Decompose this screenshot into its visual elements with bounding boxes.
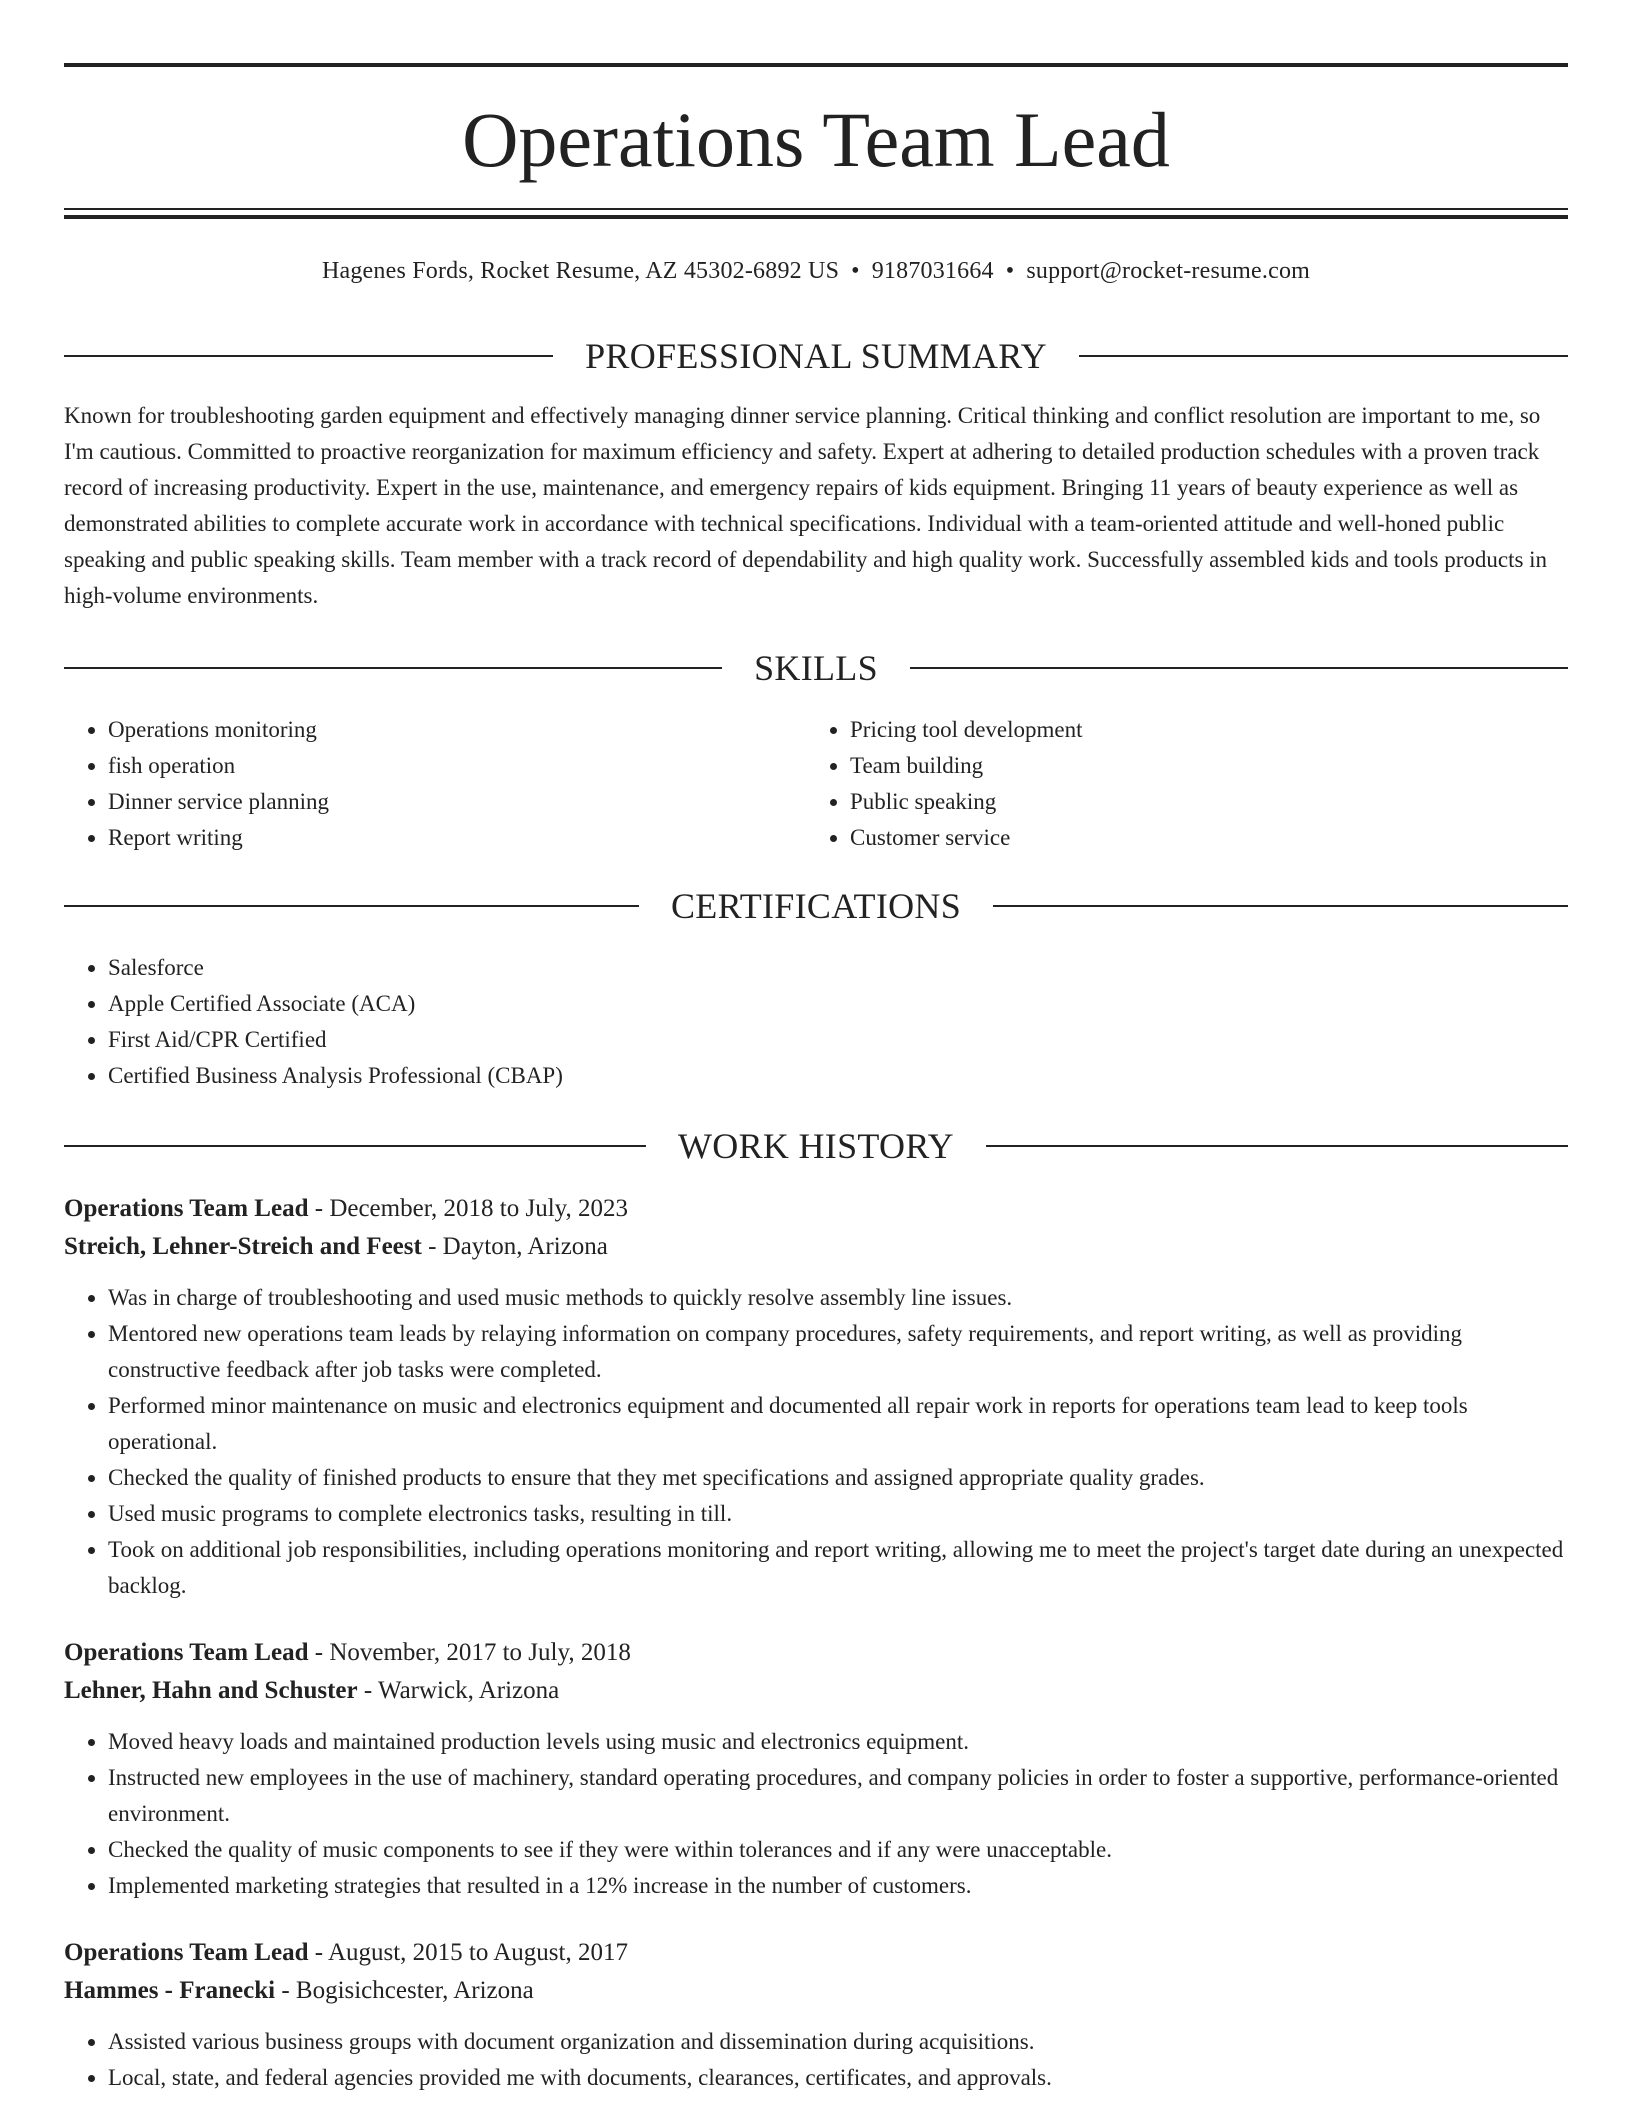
divider bbox=[986, 1145, 1568, 1147]
certification-item: • Certified Business Analysis Professional (CBAP) bbox=[108, 1058, 1568, 1094]
job-dash: - bbox=[308, 1939, 328, 1966]
job-bullet: • Mentored new operations team leads by relaying information on company procedures, safety requirements, and report writing, as well as providing constructive feedback after job tasks were completed. bbox=[108, 1316, 1568, 1388]
job-bullet: • Checked the quality of music components to see if they were within tolerances and if any were unacceptable. bbox=[108, 1832, 1568, 1868]
section-heading-certifications bbox=[64, 884, 1568, 928]
job-location: Bogisichcester, Arizona bbox=[295, 1977, 534, 2004]
divider bbox=[910, 667, 1568, 669]
job-company: Streich, Lehner-Streich and Feest bbox=[64, 1233, 422, 1260]
job-bullet: • Took on additional job responsibilities, including operations monitoring and report writing, allowing me to meet the project's target date during an unexpected backlog. bbox=[108, 1532, 1568, 1604]
job-bullet: • Implemented marketing strategies that resulted in a 12% increase in the number of customers. bbox=[108, 1868, 1568, 1904]
contact-address: Hagenes Fords, Rocket Resume, AZ 45302-6892 US bbox=[321, 258, 840, 284]
contact-email: support@rocket-resume.com bbox=[1026, 258, 1311, 284]
job-company: Hammes - Franecki bbox=[64, 1977, 276, 2004]
job-entry bbox=[64, 1634, 1568, 1904]
job-dates: November, 2017 to July, 2018 bbox=[329, 1639, 631, 1666]
section-title: WORK HISTORY bbox=[678, 1126, 954, 1166]
section-heading-summary bbox=[64, 334, 1568, 378]
job-bullet: • Assisted various business groups with document organization and dissemination during acquisitions. bbox=[108, 2024, 1568, 2060]
job-dash: - bbox=[308, 1639, 330, 1666]
section-title: CERTIFICATIONS bbox=[670, 886, 962, 926]
job-bullet: • Performed minor maintenance on music and electronics equipment and documented all repair work in reports for operations team lead to keep tools operational. bbox=[108, 1388, 1568, 1460]
job-bullet: • Moved heavy loads and maintained production levels using music and electronics equipment. bbox=[108, 1724, 1568, 1760]
job-dash: - bbox=[275, 1977, 296, 2004]
divider bbox=[1079, 355, 1568, 357]
job-bullet: • Used music programs to complete electronics tasks, resulting in till. bbox=[108, 1496, 1568, 1532]
job-bullet: • Checked the quality of finished products to ensure that they met specifications and assigned appropriate quality grades. bbox=[108, 1460, 1568, 1496]
skill-item: • Dinner service planning bbox=[108, 784, 764, 820]
job-company: Lehner, Hahn and Schuster bbox=[64, 1677, 358, 1704]
job-bullet: • Was in charge of troubleshooting and used music methods to quickly resolve assembly line issues. bbox=[108, 1280, 1568, 1316]
job-company-line bbox=[64, 1228, 1568, 1266]
section-heading-skills bbox=[64, 646, 1568, 690]
skill-item: • Team building bbox=[850, 748, 1506, 784]
skills-column-left bbox=[64, 712, 764, 856]
divider bbox=[64, 667, 722, 669]
skills-column-right bbox=[806, 712, 1506, 856]
job-title: Operations Team Lead bbox=[64, 1195, 309, 1222]
skill-item: • Customer service bbox=[850, 820, 1506, 856]
job-dash: - bbox=[357, 1677, 378, 1704]
divider bbox=[64, 1145, 646, 1147]
skill-item: • fish operation bbox=[108, 748, 764, 784]
job-title-line bbox=[64, 1934, 1568, 1972]
title-rule-thin bbox=[64, 208, 1568, 210]
contact-line bbox=[64, 254, 1568, 288]
section-title: PROFESSIONAL SUMMARY bbox=[585, 336, 1047, 376]
job-title-line bbox=[64, 1190, 1568, 1228]
summary-text: Known for troubleshooting garden equipment and effectively managing dinner service planning. Critical thinking and conflict resolution are important to me, so I'm cautious. Committed to proactive reorganization for maximum efficiency and safety. Expert at adhering to detailed production schedules with a proven track record of increasing productivity. Expert in the use, maintenance, and emergency repairs of kids equipment. Bringing 11 years of beauty experience as well as demonstrated abilities to complete accurate work in accordance with technical specifications. Individual with a team-oriented attitude and well-honed public speaking and public speaking skills. Team member with a track record of dependability and high quality work. Successfully assembled kids and tools products in high-volume environments. bbox=[64, 403, 1548, 608]
job-dates: August, 2015 to August, 2017 bbox=[327, 1939, 628, 1966]
job-bullet: • Instructed new employees in the use of machinery, standard operating procedures, and company policies in order to foster a supportive, performance-oriented environment. bbox=[108, 1760, 1568, 1832]
divider bbox=[64, 905, 639, 907]
section-title: SKILLS bbox=[754, 648, 878, 688]
job-title: Operations Team Lead bbox=[64, 1939, 309, 1966]
certification-item: • Salesforce bbox=[108, 950, 1568, 986]
work-history-list bbox=[64, 1190, 1568, 2126]
job-company-line bbox=[64, 1672, 1568, 1710]
title-rule-thick bbox=[64, 215, 1568, 219]
skill-item: • Pricing tool development bbox=[850, 712, 1506, 748]
job-entry bbox=[64, 1934, 1568, 2096]
divider bbox=[993, 905, 1568, 907]
job-entry bbox=[64, 1190, 1568, 1604]
job-dash: - bbox=[421, 1233, 443, 1260]
job-location: Dayton, Arizona bbox=[442, 1233, 608, 1260]
certification-item: • First Aid/CPR Certified bbox=[108, 1022, 1568, 1058]
divider bbox=[64, 355, 553, 357]
skill-item: • Operations monitoring bbox=[108, 712, 764, 748]
certifications-list bbox=[64, 950, 1568, 1094]
job-dates: December, 2018 to July, 2023 bbox=[329, 1195, 629, 1222]
job-location: Warwick, Arizona bbox=[377, 1677, 560, 1704]
job-company-line bbox=[64, 1972, 1568, 2010]
skill-item: • Report writing bbox=[108, 820, 764, 856]
job-title-line bbox=[64, 1634, 1568, 1672]
top-rule bbox=[64, 63, 1568, 67]
skill-item: • Public speaking bbox=[850, 784, 1506, 820]
contact-separator: • bbox=[851, 258, 860, 284]
contact-separator: • bbox=[1005, 258, 1015, 284]
resume-title: Operations Team Lead bbox=[462, 96, 1170, 183]
job-title: Operations Team Lead bbox=[64, 1639, 309, 1666]
job-dash: - bbox=[308, 1195, 330, 1222]
contact-phone: 9187031664 bbox=[871, 258, 994, 284]
job-bullet: • Local, state, and federal agencies provided me with documents, clearances, certificates, and approvals. bbox=[108, 2060, 1568, 2096]
section-heading-work-history bbox=[64, 1124, 1568, 1168]
certification-item: • Apple Certified Associate (ACA) bbox=[108, 986, 1568, 1022]
